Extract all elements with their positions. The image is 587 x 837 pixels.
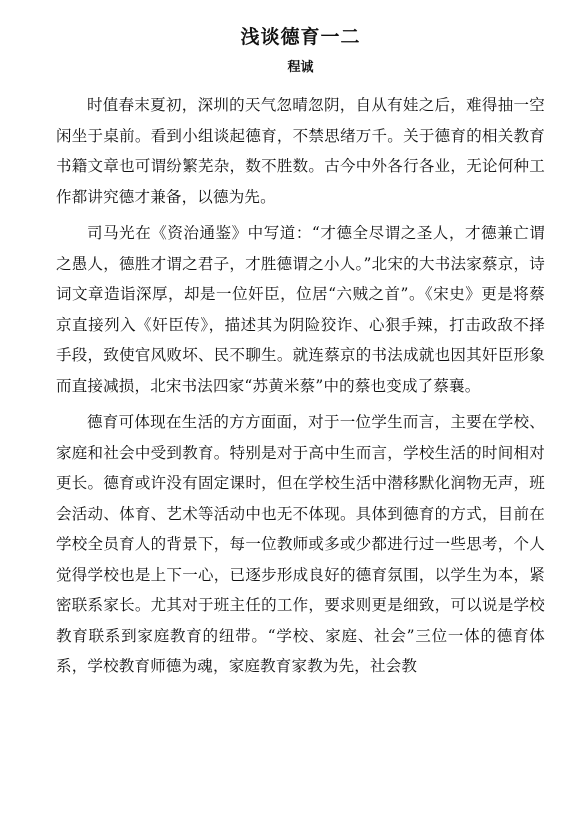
paragraph: 司马光在《资治通鉴》中写道：“才德全尽谓之圣人，才德兼亡谓之愚人，德胜才谓之君子，才胜德谓之小人。”北宋的大书法家蔡京，诗词文章造诣深厚，却是一位奸臣，位居“六贼之首”。《宋史》更是将蔡京直接列入《奸臣传》，描述其为阴险狡诈、心狠手辣，打击政敌不择手段，致使官风败坏、民不聊生。就连蔡京的书法成就也因其奸臣形象而直接减损，北宋书法四家“苏黄米蔡”中的蔡也变成了蔡襄。	[56, 224, 545, 395]
document-body	[56, 90, 545, 682]
document-author: 程诚	[287, 60, 314, 75]
document-title: 浅谈德育一二	[240, 26, 361, 48]
paragraph: 德育可体现在生活的方方面面，对于一位学生而言，主要在学校、家庭和社会中受到教育。特别是对于高中生而言，学校生活的时间相对更长。德育或许没有固定课时，但在学校生活中潜移默化润物无声，班会活动、体育、艺术等活动中也无不体现。具体到德育的方式，目前在学校全员育人的背景下，每一位教师或多或少都进行过一些思考，个人觉得学校也是上下一心，已逐步形成良好的德育氛围，以学生为本，紧密联系家长。尤其对于班主任的工作，要求则更是细致，可以说是学校教育联系到家庭教育的纽带。“学校、家庭、社会”三位一体的德育体系，学校教育师德为魂，家庭教育家教为先，社会教	[56, 413, 545, 675]
paragraph: 时值春末夏初，深圳的天气忽晴忽阴，自从有娃之后，难得抽一空闲坐于桌前。看到小组谈起德育，不禁思绪万千。关于德育的相关教育书籍文章也可谓纷繁芜杂，数不胜数。古今中外各行各业，无论何种工作都讲究德才兼备，以德为先。	[56, 96, 545, 206]
